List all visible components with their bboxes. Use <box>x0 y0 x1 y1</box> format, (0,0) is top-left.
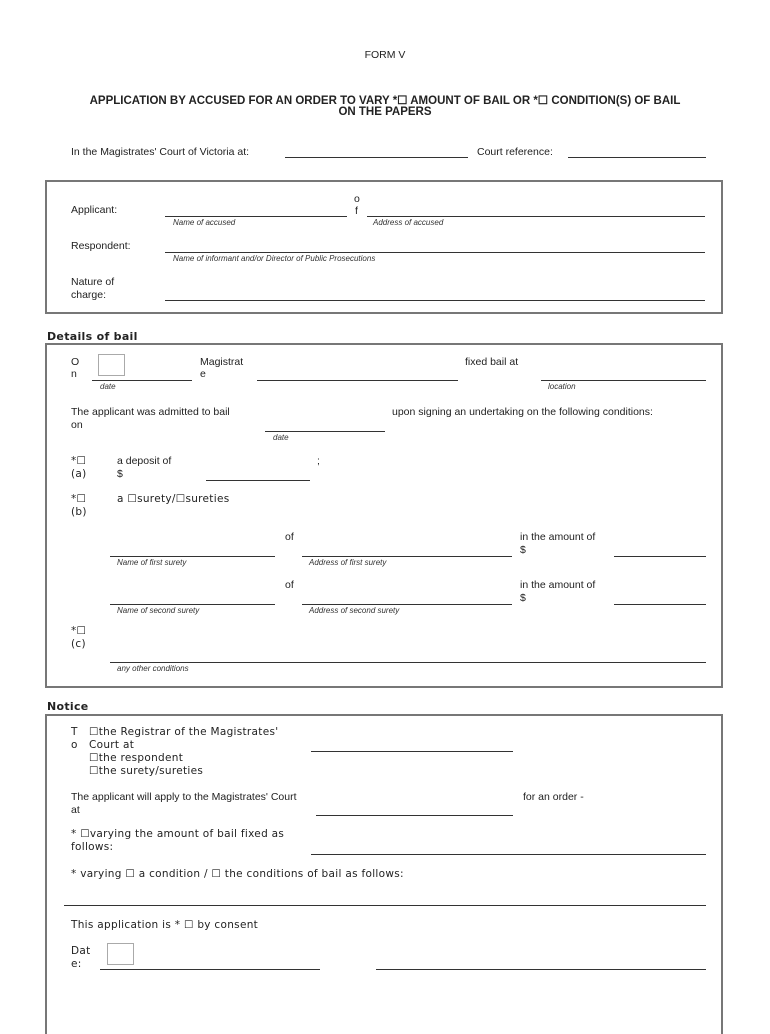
magistrate-name-field[interactable] <box>257 380 458 381</box>
consent-option[interactable]: This application is * ☐ by consent <box>71 919 259 931</box>
varying-amount-follows: follows: <box>71 841 114 853</box>
varying-conditions-field[interactable] <box>64 905 706 906</box>
deposit-dollar: $ <box>117 468 123 480</box>
nature-of-charge-field[interactable] <box>165 300 705 301</box>
applicant-label: Applicant: <box>71 204 118 216</box>
form-number: FORM V <box>364 49 406 61</box>
varying-amount-option[interactable]: * ☐varying the amount of bail fixed as <box>71 828 285 840</box>
magistrate-label-2: e <box>200 368 206 380</box>
condition-a-checkbox[interactable]: *☐ <box>71 455 87 467</box>
second-surety-dollar: $ <box>520 592 526 604</box>
bail-date-field[interactable] <box>92 380 192 381</box>
notice-heading: Notice <box>47 700 89 713</box>
condition-b-label: (b) <box>71 506 87 518</box>
notice-date-field[interactable] <box>100 969 320 970</box>
first-surety-address-field[interactable] <box>302 556 512 557</box>
first-surety-address-caption: Address of first surety <box>309 558 387 567</box>
first-surety-dollar: $ <box>520 544 526 556</box>
option-court-at: Court at <box>89 739 135 751</box>
details-of-bail-heading: Details of bail <box>47 330 138 343</box>
varying-amount-field[interactable] <box>311 854 706 855</box>
form-title-line2: ON THE PAPERS <box>338 106 432 118</box>
nature-label-1: Nature of <box>71 276 115 288</box>
first-surety-name-caption: Name of first surety <box>117 558 187 567</box>
parties-box <box>45 180 723 314</box>
option-registrar[interactable]: ☐the Registrar of the Magistrates' <box>89 726 279 738</box>
other-conditions-field[interactable] <box>110 662 706 663</box>
court-reference-field[interactable] <box>568 157 706 158</box>
deposit-amount-field[interactable] <box>206 480 310 481</box>
second-surety-name-caption: Name of second surety <box>117 606 200 615</box>
accused-name-caption: Name of accused <box>173 218 236 227</box>
admitted-label-2: on <box>71 419 83 431</box>
admitted-label-1: The applicant was admitted to bail <box>71 406 230 418</box>
apply-label-2: at <box>71 804 80 816</box>
form-title-line1: APPLICATION BY ACCUSED FOR AN ORDER TO VARY *☐ AMOUNT OF BAIL OR *☐ CONDITION(S) OF BAIL <box>89 95 681 107</box>
magistrate-label-1: Magistrat <box>200 356 244 368</box>
respondent-field[interactable] <box>165 252 705 253</box>
second-surety-name-field[interactable] <box>110 604 275 605</box>
bail-box <box>45 343 723 688</box>
condition-b-checkbox[interactable]: *☐ <box>71 493 87 505</box>
deposit-label: a deposit of <box>117 455 172 467</box>
of-label-o: o <box>354 193 360 205</box>
condition-a-label: (a) <box>71 468 87 480</box>
other-conditions-caption: any other conditions <box>117 664 189 673</box>
first-surety-of: of <box>285 531 294 543</box>
on-label-1: O <box>71 356 80 368</box>
registrar-court-field[interactable] <box>311 751 513 752</box>
first-surety-amount-label: in the amount of <box>520 531 596 543</box>
first-surety-name-field[interactable] <box>110 556 275 557</box>
second-surety-address-field[interactable] <box>302 604 512 605</box>
respondent-label: Respondent: <box>71 240 131 252</box>
bail-date-box[interactable] <box>98 354 125 376</box>
surety-options[interactable]: a ☐surety/☐sureties <box>117 493 230 505</box>
accused-address-caption: Address of accused <box>373 218 444 227</box>
accused-name-field[interactable] <box>165 216 347 217</box>
undertaking-text: upon signing an undertaking on the following conditions: <box>392 406 653 418</box>
date-label-1: Dat <box>71 945 91 957</box>
second-surety-amount-label: in the amount of <box>520 579 596 591</box>
for-order-label: for an order - <box>523 791 584 803</box>
second-surety-of: of <box>285 579 294 591</box>
second-surety-amount-field[interactable] <box>614 604 706 605</box>
bail-date-caption: date <box>100 382 116 391</box>
court-location-field[interactable] <box>285 157 468 158</box>
signature-field[interactable] <box>376 969 706 970</box>
court-reference-label: Court reference: <box>477 146 553 158</box>
condition-c-label: (c) <box>71 638 86 650</box>
bail-location-field[interactable] <box>541 380 706 381</box>
to-label-2: o <box>71 739 78 751</box>
accused-address-field[interactable] <box>367 216 705 217</box>
nature-label-2: charge: <box>71 289 107 301</box>
option-surety[interactable]: ☐the surety/sureties <box>89 765 204 777</box>
second-surety-address-caption: Address of second surety <box>309 606 400 615</box>
admitted-date-field[interactable] <box>265 431 385 432</box>
apply-label-1: The applicant will apply to the Magistrates' Court <box>71 791 297 803</box>
notice-date-box[interactable] <box>107 943 134 965</box>
deposit-semicolon: ; <box>317 455 320 467</box>
admitted-date-caption: date <box>273 433 289 442</box>
respondent-caption: Name of informant and/or Director of Public Prosecutions <box>173 254 376 263</box>
on-label-2: n <box>71 368 77 380</box>
first-surety-amount-field[interactable] <box>614 556 706 557</box>
varying-conditions-option[interactable]: * varying ☐ a condition / ☐ the conditions of bail as follows: <box>71 868 404 880</box>
of-label-f: f <box>355 205 358 217</box>
to-label-1: T <box>71 726 78 738</box>
bail-location-caption: location <box>548 382 576 391</box>
apply-court-field[interactable] <box>316 815 513 816</box>
option-respondent[interactable]: ☐the respondent <box>89 752 184 764</box>
condition-c-checkbox[interactable]: *☐ <box>71 625 87 637</box>
date-label-2: e: <box>71 958 82 970</box>
fixed-bail-at-label: fixed bail at <box>465 356 519 368</box>
court-label: In the Magistrates' Court of Victoria at: <box>71 146 250 158</box>
